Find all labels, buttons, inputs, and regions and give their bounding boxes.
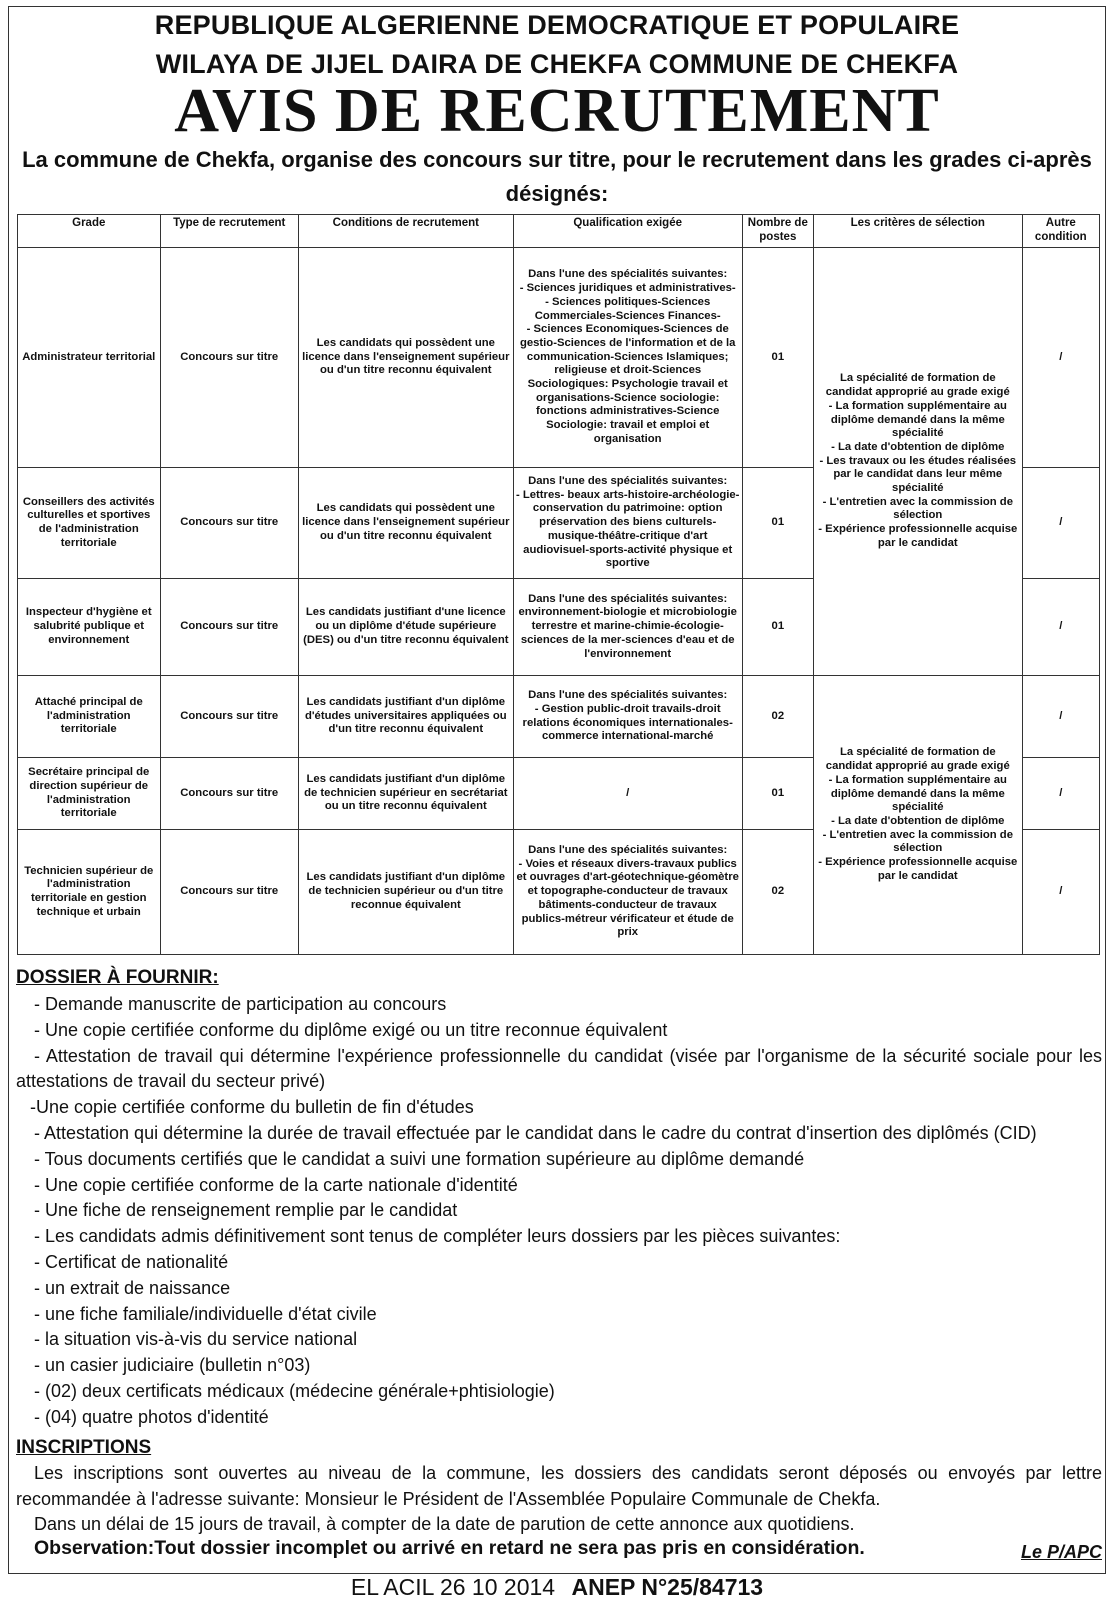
- col-header-postes: Nombre de postes: [742, 215, 813, 248]
- cell-type: Concours sur titre: [160, 830, 298, 955]
- publication-footer: [0, 1574, 1114, 1600]
- cell-conditions: Les candidats justifiant d'un diplôme d'études universitaires appliquées ou d'un titre reconnu équivalent: [298, 676, 513, 758]
- col-header-autre: Autre condition: [1022, 215, 1099, 248]
- cell-grade: Inspecteur d'hygiène et salubrité publique et environnement: [18, 579, 161, 676]
- cell-type: Concours sur titre: [160, 579, 298, 676]
- list-item: - Une fiche de renseignement remplie par le candidat: [34, 1200, 458, 1221]
- cell-grade: Administrateur territorial: [18, 248, 161, 468]
- list-item: - Les candidats admis définitivement sont tenus de compléter leurs dossiers par les pièces suivantes:: [34, 1226, 841, 1247]
- inscriptions-paragraph: Les inscriptions sont ouvertes au niveau de la commune, les dossiers des candidats seront déposés ou envoyés par lettre recommandée à l'adresse suivante: Monsieur le Président de l'Assemblée Populaire Communale de Chekfa.: [16, 1463, 1102, 1509]
- cell-conditions: Les candidats justifiant d'un diplôme de technicien supérieur ou d'un titre reconnue équivalent: [298, 830, 513, 955]
- list-item: -Une copie certifiée conforme du bulletin de fin d'études: [30, 1097, 474, 1118]
- signature-label: Le P/APC: [1020, 1542, 1102, 1562]
- col-header-grade: Grade: [18, 215, 161, 248]
- header-republic: REPUBLIQUE ALGERIENNE DEMOCRATIQUE ET POPULAIRE: [154, 10, 960, 40]
- list-item: - Tous documents certifiés que le candidat a suivi une formation supérieure au diplôme demandé: [34, 1148, 805, 1169]
- cell-qualification: /: [513, 758, 742, 830]
- cell-postes: 01: [742, 248, 813, 468]
- cell-postes: 01: [742, 579, 813, 676]
- col-header-criteres: Les critères de sélection: [813, 215, 1022, 248]
- cell-qualification: Dans l'une des spécialités suivantes: - Lettres- beaux arts-histoire-archéologie-conservation du patrimoine: option préservation des biens culturels-musique-théâtre-critique d'art audiovisuel-sports-activité physique et sportive: [513, 468, 742, 579]
- dossier-heading: DOSSIER À FOURNIR:: [16, 967, 219, 988]
- deadline-paragraph: Dans un délai de 15 jours de travail, à compter de la date de parution de cette annonce aux quotidiens.: [34, 1514, 855, 1534]
- list-item: - un casier judiciaire (bulletin n°03): [34, 1355, 311, 1376]
- intro-text: La commune de Chekfa, organise des concours sur titre, pour le recrutement dans les grades ci-après désignés:: [22, 147, 1092, 206]
- list-item: - (04) quatre photos d'identité: [34, 1406, 269, 1427]
- observation-note: Observation:Tout dossier incomplet ou arrivé en retard ne sera pas pris en considération.: [34, 1537, 865, 1559]
- table-row: [18, 676, 1100, 758]
- cell-autre: /: [1022, 248, 1099, 468]
- cell-qualification: Dans l'une des spécialités suivantes: - Gestion public-droit travails-droit relations économiques internationales-commerce international-marché: [513, 676, 742, 758]
- table-header-row: [18, 215, 1100, 248]
- recruitment-table: [17, 214, 1100, 955]
- cell-autre: /: [1022, 676, 1099, 758]
- cell-type: Concours sur titre: [160, 676, 298, 758]
- table-row: [18, 248, 1100, 468]
- col-header-conditions: Conditions de recrutement: [298, 215, 513, 248]
- cell-conditions: Les candidats justifiant d'une licence ou un diplôme d'étude supérieure (DES) ou d'un titre reconnu équivalent: [298, 579, 513, 676]
- list-item: - Attestation de travail qui détermine l'expérience professionnelle du candidat (visée par l'organisme de la sécurité sociale pour les attestations de travail du secteur privé): [16, 1045, 1102, 1092]
- cell-qualification: Dans l'une des spécialités suivantes: environnement-biologie et microbiologie terrestre et marine-chimie-écologie-sciences de la mer-sciences d'eau et de l'environnement: [513, 579, 742, 676]
- list-item: - Certificat de nationalité: [34, 1251, 229, 1272]
- cell-criteria-group-b: La spécialité de formation de candidat approprié au grade exigé - La formation supplémentaire au diplôme demandé dans la même spécialité - La date d'obtention de diplôme - L'entretien avec la commission de sélection - Expérience professionnelle acquise par le candidat: [813, 676, 1022, 955]
- cell-conditions: Les candidats justifiant d'un diplôme de technicien supérieur en secrétariat ou un titre reconnu équivalent: [298, 758, 513, 830]
- col-header-qualification: Qualification exigée: [513, 215, 742, 248]
- cell-grade: Secrétaire principal de direction supérieur de l'administration territoriale: [18, 758, 161, 830]
- cell-qualification: Dans l'une des spécialités suivantes: - Voies et réseaux divers-travaux publics et ouvrages d'art-géotechnique-géomètre et topographe-conducteur de travaux bâtiments-conducteur de travaux publics-métreur vérificateur et étude de prix: [513, 830, 742, 955]
- cell-conditions: Les candidats qui possèdent une licence dans l'enseignement supérieur ou d'un titre reconnu équivalent: [298, 468, 513, 579]
- inscriptions-heading: INSCRIPTIONS: [16, 1437, 152, 1458]
- cell-autre: /: [1022, 830, 1099, 955]
- dossier-list: [16, 992, 1102, 1431]
- cell-type: Concours sur titre: [160, 468, 298, 579]
- cell-autre: /: [1022, 468, 1099, 579]
- header-wilaya: WILAYA DE JIJEL DAIRA DE CHEKFA COMMUNE DE CHEKFA: [155, 49, 959, 79]
- col-header-type: Type de recrutement: [160, 215, 298, 248]
- list-item: - la situation vis-à-vis du service national: [34, 1329, 358, 1350]
- publication-source: EL ACIL 26 10 2014: [350, 1574, 556, 1600]
- list-item: - Une copie certifiée conforme de la carte nationale d'identité: [34, 1174, 518, 1195]
- cell-type: Concours sur titre: [160, 758, 298, 830]
- list-item: - Demande manuscrite de participation au concours: [34, 994, 447, 1014]
- cell-postes: 02: [742, 830, 813, 955]
- cell-postes: 02: [742, 676, 813, 758]
- list-item: - (02) deux certificats médicaux (médecine générale+phtisiologie): [34, 1380, 555, 1401]
- cell-postes: 01: [742, 468, 813, 579]
- cell-criteria-group-a: La spécialité de formation de candidat approprié au grade exigé - La formation supplémentaire au diplôme demandé dans la même spécialité - La date d'obtention de diplôme - Les travaux ou les études réalisées par le candidat dans leur même spécialité - L'entretien avec la commission de sélection - Expérience professionnelle acquise par le candidat: [813, 248, 1022, 676]
- cell-qualification: Dans l'une des spécialités suivantes: - Sciences juridiques et administratives- - Sciences politiques-Sciences Commerciales-Sciences Finances- - Sciences Economiques-Sciences de gestio-Sciences de l'information et de la communication-Sciences Islamiques; religieuse et droit-Sciences Sociologiques: Psychologie travail et organisations-Science sociologie: fonctions administratives-Science Sociologie: travail et emploi et organisation: [513, 248, 742, 468]
- list-item: - Attestation qui détermine la durée de travail effectuée par le candidat dans le cadre du contrat d'insertion des diplômés (CID): [34, 1122, 1037, 1143]
- list-item: - une fiche familiale/individuelle d'état civile: [34, 1303, 377, 1324]
- page-title: AVIS DE RECRUTEMENT: [174, 77, 940, 145]
- cell-type: Concours sur titre: [160, 248, 298, 468]
- cell-autre: /: [1022, 758, 1099, 830]
- anep-reference: ANEP N°25/84713: [571, 1574, 764, 1600]
- cell-grade: Technicien supérieur de l'administration territoriale en gestion technique et urbain: [18, 830, 161, 955]
- list-item: - un extrait de naissance: [34, 1277, 231, 1298]
- cell-grade: Conseillers des activités culturelles et sportives de l'administration territoriale: [18, 468, 161, 579]
- cell-grade: Attaché principal de l'administration territoriale: [18, 676, 161, 758]
- cell-conditions: Les candidats qui possèdent une licence dans l'enseignement supérieur ou d'un titre reconnu équivalent: [298, 248, 513, 468]
- cell-autre: /: [1022, 579, 1099, 676]
- cell-postes: 01: [742, 758, 813, 830]
- list-item: - Une copie certifiée conforme du diplôme exigé ou un titre reconnue équivalent: [34, 1019, 668, 1040]
